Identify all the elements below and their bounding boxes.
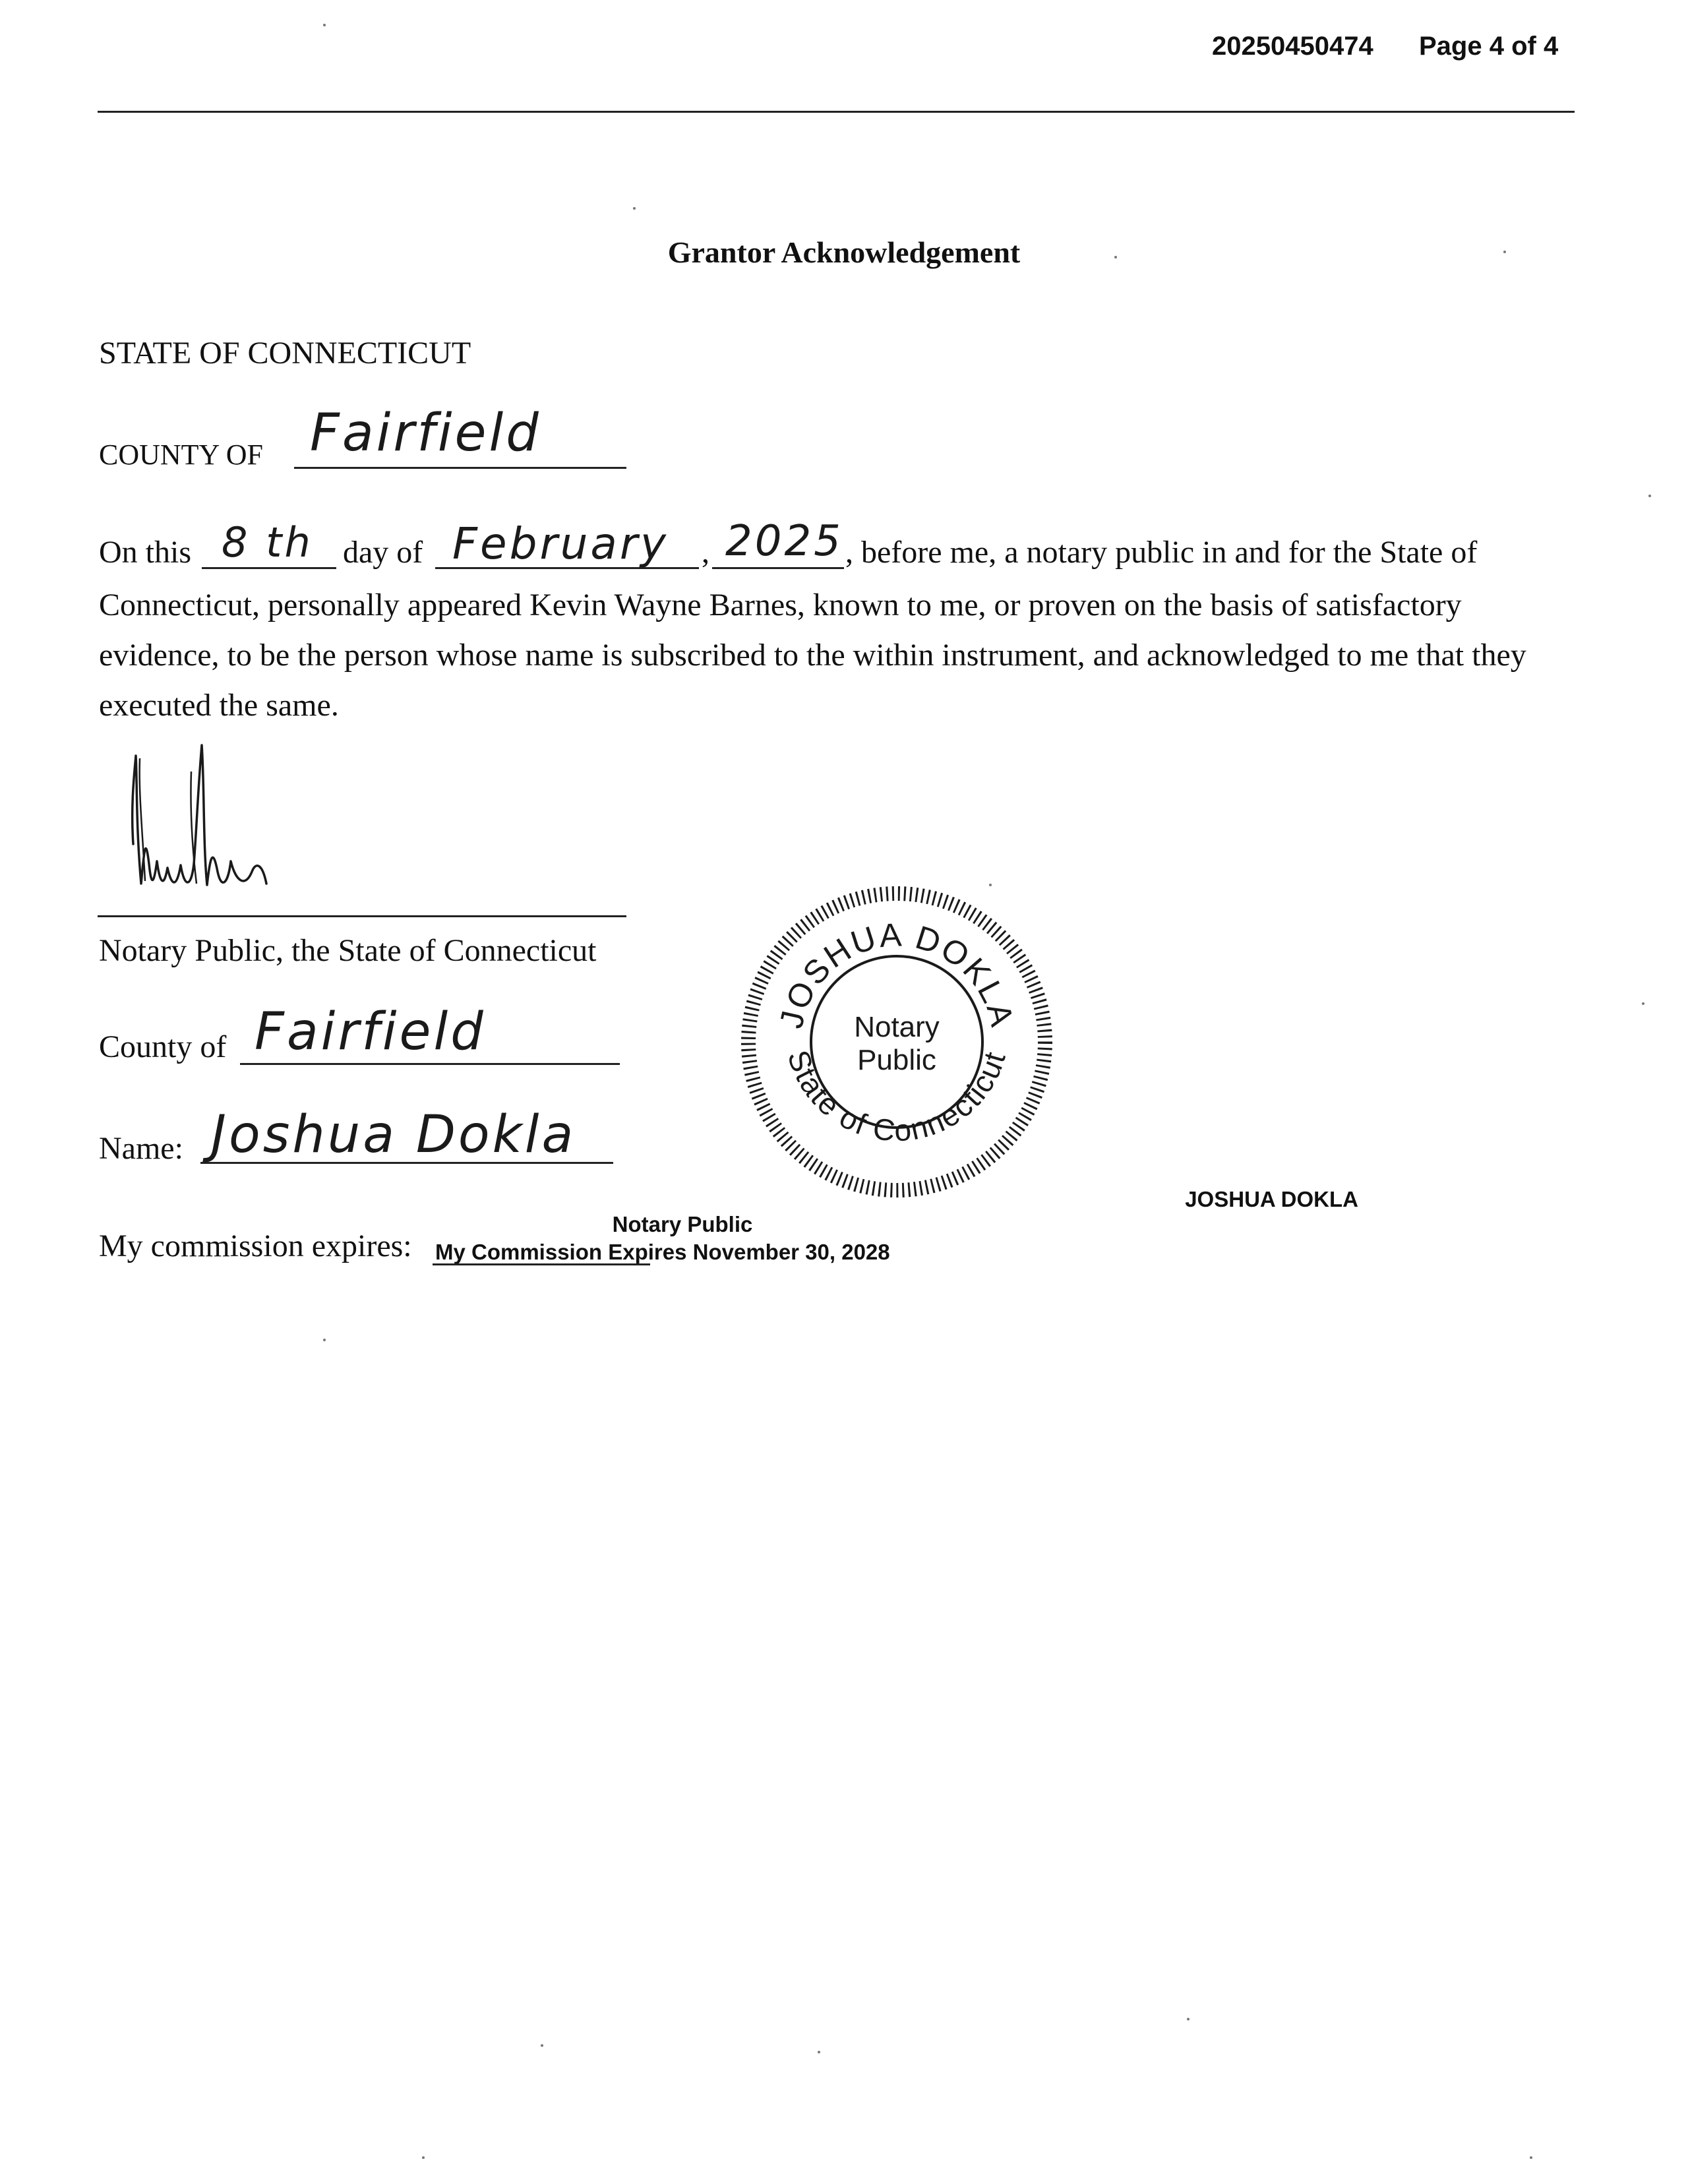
header-divider: [98, 111, 1575, 113]
page-indicator: Page 4 of 4: [1419, 32, 1559, 61]
seal-top-arc: JOSHUA DOKLA: [772, 916, 1021, 1032]
document-number: 20250450474: [1212, 32, 1373, 61]
state-line: STATE OF CONNECTICUT: [99, 336, 471, 371]
seal-center-line2: Public: [857, 1044, 936, 1076]
year-handwritten: 2025: [725, 517, 843, 566]
page-title: Grantor Acknowledgement: [667, 235, 1021, 269]
signature-line: [98, 915, 626, 917]
comma: ,: [702, 535, 709, 570]
scan-speck: [1503, 251, 1506, 253]
seal-bottom-arc: State of Connecticut: [781, 1045, 1013, 1148]
commission-line: [433, 1263, 650, 1265]
scan-speck: [323, 24, 326, 26]
commission-label: My commission expires:: [99, 1228, 412, 1263]
county-label: COUNTY OF: [99, 439, 263, 471]
notary-name-label: Name:: [99, 1131, 183, 1166]
stamp-title: Notary Public: [612, 1212, 753, 1236]
on-this-label: On this: [99, 535, 192, 570]
scan-speck: [1530, 2156, 1532, 2159]
day-line: [202, 567, 336, 569]
acknowledgement-body: Connecticut, personally appeared Kevin Wayne Barnes, known to me, or proven on the basis of satisfactory evidence, to be the person whose name is subscribed to the within instrument, and acknowledged to me that they executed the same.: [99, 588, 1526, 723]
notary-county-line: [240, 1063, 620, 1065]
scan-speck: [1648, 495, 1651, 497]
scan-speck: [323, 1339, 326, 1341]
county-line: [294, 467, 626, 469]
scan-speck: [818, 2051, 820, 2053]
scan-speck: [633, 207, 636, 210]
before-me-text: , before me, a notary public in and for the State of: [845, 535, 1478, 570]
year-line: [712, 567, 844, 569]
stamp-expiration: My Commission Expires November 30, 2028: [435, 1240, 890, 1264]
day-of-label: day of: [343, 535, 423, 570]
day-handwritten: 8 th: [222, 518, 313, 566]
scan-speck: [1187, 2018, 1190, 2020]
seal-center-line1: Notary: [854, 1011, 940, 1043]
stamp-name: JOSHUA DOKLA: [1185, 1187, 1358, 1211]
scan-speck: [1642, 1002, 1644, 1005]
county-handwritten: Fairfield: [310, 404, 541, 463]
month-handwritten: February: [452, 518, 669, 569]
notary-caption: Notary Public, the State of Connecticut: [99, 933, 597, 968]
notary-county-handwritten: Fairfield: [255, 1002, 486, 1062]
notary-name-handwritten: Joshua Dokla: [211, 1105, 576, 1165]
scan-speck: [541, 2044, 543, 2047]
notary-seal: [738, 877, 1055, 1207]
scan-speck: [1114, 256, 1117, 258]
notary-county-label: County of: [99, 1029, 227, 1064]
scan-speck: [422, 2156, 425, 2159]
notary-signature: [119, 732, 310, 923]
scan-speck: [989, 884, 992, 886]
